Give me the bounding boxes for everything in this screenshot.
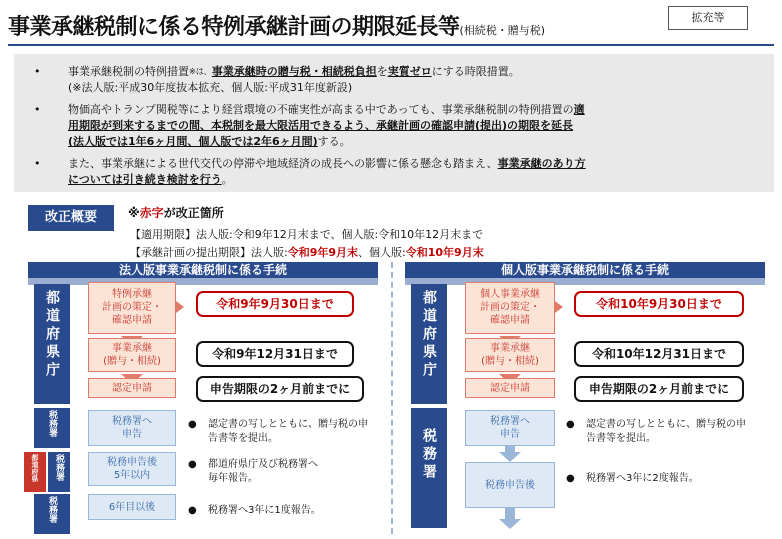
right-step-after-tax: 税務申告後: [465, 462, 555, 508]
left-deadline-succession: 令和9年12月31日まで: [196, 341, 354, 367]
page-title: [8, 10, 648, 46]
category-tag: 拡充等: [668, 6, 748, 30]
bullet-dot: •: [34, 65, 41, 78]
period-1: 【適用期限】法人版:令和9年12月末まで、個人版:令和10年12月末まで: [130, 228, 484, 241]
title-underline: [8, 44, 774, 46]
period-2: 【承継計画の提出期限】法人版:令和9年9月末、個人版:令和10年9月末: [130, 246, 484, 259]
left-step-certify: 認定申請: [88, 378, 176, 398]
left-step-5years: 税務申告後 5年以内: [88, 452, 176, 486]
left-step-tax-report: 税務署へ 申告: [88, 410, 176, 446]
red-note: ※赤字が改正箇所: [128, 206, 224, 220]
section-divider: [391, 262, 393, 534]
right-section-header: 個人版事業承継税制に係る手続: [405, 262, 765, 278]
right-deadline-plan: 令和10年9月30日まで: [574, 291, 744, 317]
left-tax-sidebar-2: 税務署: [48, 452, 70, 492]
right-deadline-certify: 申告期限の2ヶ月前までに: [574, 376, 744, 402]
bullet-dot: •: [34, 157, 41, 170]
right-step-certify: 認定申請: [465, 378, 555, 398]
right-step-succession: 事業承継 (贈与・相続): [465, 338, 555, 372]
right-flow-arrow: [499, 452, 521, 462]
left-tax-sidebar-3: 税務署: [34, 494, 70, 534]
left-section-header: 法人版事業承継税制に係る手続: [28, 262, 378, 278]
left-step-succession: 事業承継 (贈与・相続): [88, 338, 176, 372]
right-step-plan: 個人事業承継 計画の策定・ 確認申請: [465, 282, 555, 334]
left-step-6year: 6年目以後: [88, 494, 176, 520]
intro-box: • 事業承継税制の特例措置$^{※は、}$事業承継時の贈与税・相続税負担を実質ゼロにする時限措置。 (※法人版:平成30年度抜本拡充、個人版:平成31年度新設) • 物価高やトランプ関税等により経営環境の不確実性が高まる中であっても、事業承継税制の特例措置の適 用期限が到来するまでの間、本税制を最大限活用できるよう、承継計画の確認申請(提出)の期限を延長 (法人版では1年6ヶ月間、個人版では2年6ヶ月間)する。 • また、事業承継による世代交代の停滞や地域経済の成長への影響に係る懸念も踏まえ、事業承継のあり方 については引き続き検討を行う。: [14, 54, 774, 192]
right-tax-sidebar: 税務署: [411, 408, 447, 528]
right-deadline-succession: 令和10年12月31日まで: [574, 341, 744, 367]
right-pref-sidebar: 都道府県庁: [411, 284, 447, 404]
left-tax-sidebar-1: 税務署: [34, 408, 70, 448]
right-step-tax-report: 税務署へ 申告: [465, 410, 555, 446]
left-step-plan: 特例承継 計画の策定・ 確認申請: [88, 282, 176, 334]
title-main: 事業承継税制に係る特例承継計画の期限延長等: [8, 15, 460, 40]
bullet-dot: •: [34, 103, 41, 116]
right-flow-arrow: [499, 519, 521, 529]
kaisei-label: 改正概要: [28, 205, 114, 231]
left-deadline-plan: 令和9年9月30日まで: [196, 291, 354, 317]
left-deadline-certify: 申告期限の2ヶ月前までに: [196, 376, 364, 402]
title-sub: (相続税・贈与税): [459, 24, 546, 37]
left-pref-sidebar: 都道府県庁: [34, 284, 70, 404]
left-pref-tax-sidebar: 都道府県: [24, 452, 46, 492]
